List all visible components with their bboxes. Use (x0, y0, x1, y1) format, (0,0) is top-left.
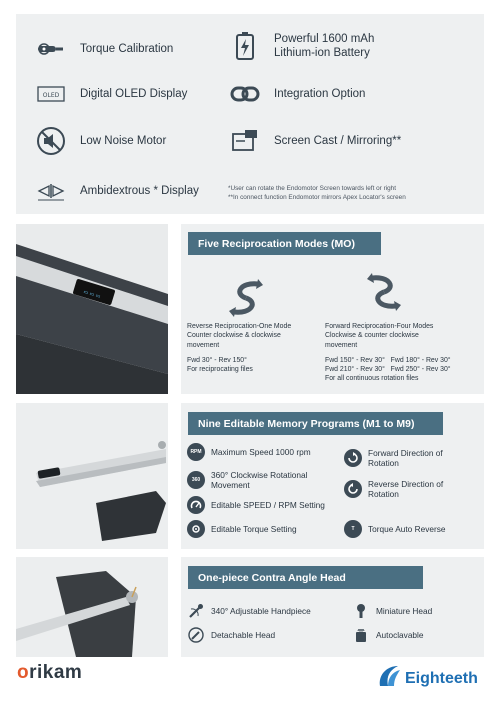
features-panel (16, 14, 484, 214)
mo-text-line: Fwd 210° - Rev 30° Fwd 250° - Rev 30° (325, 366, 451, 374)
link-rings-icon (230, 79, 260, 109)
mo-text-line: Forward Reciprocation-Four Modes (325, 323, 434, 330)
detachable-head-icon (187, 626, 205, 644)
screen-cast-icon (230, 126, 260, 156)
memory-item-label: Editable SPEED / RPM Setting (211, 500, 325, 510)
feature-torque-calibration (36, 34, 173, 64)
head-title: One-piece Contra Angle Head (188, 566, 423, 589)
memory-item-label: Torque Auto Reverse (368, 524, 446, 534)
head-item-autoclavable (352, 626, 424, 644)
footnote-connect-mirror: **In connect function Endomotor mirrors Apex Locator's screen (228, 194, 406, 201)
mo-text-line: For all continuous rotation files (325, 375, 419, 383)
head-item-label: Autoclavable (376, 630, 424, 640)
torque-reverse-icon: T (344, 520, 362, 538)
feature-screen-cast (230, 126, 401, 156)
memory-item-label: Editable Torque Setting (211, 524, 297, 534)
ambidextrous-icon (36, 176, 66, 206)
speed-gauge-icon (187, 496, 205, 514)
feature-label: Torque Calibration (80, 43, 174, 55)
rotation-360-icon: 360 (187, 471, 205, 489)
contra-angle-head-photo (16, 557, 168, 657)
battery-icon (230, 31, 260, 61)
mo-title: Five Reciprocation Modes (MO) (188, 232, 381, 255)
adjustable-handpiece-icon (187, 602, 205, 620)
orikam-accent-letter: o (17, 662, 30, 683)
muted-speaker-icon (36, 126, 66, 156)
head-item-label: Detachable Head (211, 630, 276, 640)
feature-integration (230, 79, 365, 109)
memory-item-speed-setting (187, 496, 325, 514)
memory-item-reverse-direction (344, 479, 443, 499)
feature-ambidextrous (36, 176, 199, 206)
memory-item-label: Reverse Direction of Rotation (368, 479, 444, 499)
feature-oled (36, 79, 187, 109)
forward-rotation-arrows-icon (366, 272, 402, 317)
miniature-head-icon (352, 602, 370, 620)
reverse-reciprocation-text (187, 322, 291, 374)
feature-label: Low Noise Motor (80, 135, 167, 147)
mo-text-line: movement (325, 341, 358, 349)
torque-setting-icon (187, 520, 205, 538)
mo-text-line: movement (187, 341, 220, 349)
reverse-rotation-arrows-icon (228, 278, 264, 323)
forward-rotation-icon (344, 449, 362, 467)
feature-battery (230, 31, 374, 61)
head-item-detachable (187, 626, 275, 644)
memory-item-label: Maximum Speed 1000 rpm (211, 447, 311, 457)
svg-text:▭ ▭ ▭: ▭ ▭ ▭ (82, 289, 102, 300)
oled-display-icon (36, 79, 66, 109)
memory-item-360 (187, 470, 307, 490)
eighteeth-mark-icon (376, 664, 402, 693)
mo-text-line: Fwd 30° - Rev 150° (187, 356, 247, 364)
feature-label: Ambidextrous * Display (80, 185, 199, 197)
memory-item-label: Forward Direction of Rotation (368, 448, 443, 468)
footnote-user-rotate: *User can rotate the Endomotor Screen towards left or right (228, 185, 397, 192)
head-item-adjustable (187, 602, 311, 620)
mo-text-line: Fwd 150° - Rev 30° Fwd 180° - Rev 30° (325, 356, 451, 364)
forward-reciprocation-text (325, 322, 451, 384)
rpm-icon: RPM (187, 443, 205, 461)
feature-label: Integration Option (274, 88, 366, 100)
endomotor-screen-photo (16, 224, 168, 394)
eighteeth-wordmark: Eighteeth (405, 669, 478, 687)
mo-text-line: Counter clockwise & clockwise (187, 332, 281, 340)
memory-title: Nine Editable Memory Programs (M1 to M9) (188, 412, 443, 435)
memory-item-torque-setting (187, 520, 297, 538)
head-item-miniature (352, 602, 432, 620)
memory-item-label: 360° Clockwise Rotational Movement (211, 470, 308, 490)
feature-label: Digital OLED Display (80, 88, 188, 100)
footnotes (228, 184, 406, 202)
reverse-rotation-icon (344, 480, 362, 498)
memory-item-torque-reverse (344, 520, 445, 538)
memory-item-forward-direction (344, 448, 443, 468)
endomotor-handpiece-photo (16, 403, 168, 549)
feature-low-noise (36, 126, 166, 156)
head-item-label: Miniature Head (376, 606, 433, 616)
mo-text-line: Clockwise & counter clockwise (325, 332, 419, 340)
autoclavable-icon (352, 626, 370, 644)
orikam-logo: orikam (17, 662, 83, 683)
head-item-label: 340° Adjustable Handpiece (211, 606, 311, 616)
eighteeth-logo (376, 664, 478, 693)
memory-item-max-speed (187, 443, 311, 461)
feature-label: Powerful 1600 mAh Lithium-ion Battery (274, 33, 375, 59)
svg-text:OLED: OLED (42, 92, 60, 99)
feature-label: Screen Cast / Mirroring** (274, 135, 402, 147)
mo-text-line: For reciprocating files (187, 366, 253, 374)
handpiece-torque-icon (36, 34, 66, 64)
mo-text-line: Reverse Reciprocation-One Mode (187, 323, 292, 330)
